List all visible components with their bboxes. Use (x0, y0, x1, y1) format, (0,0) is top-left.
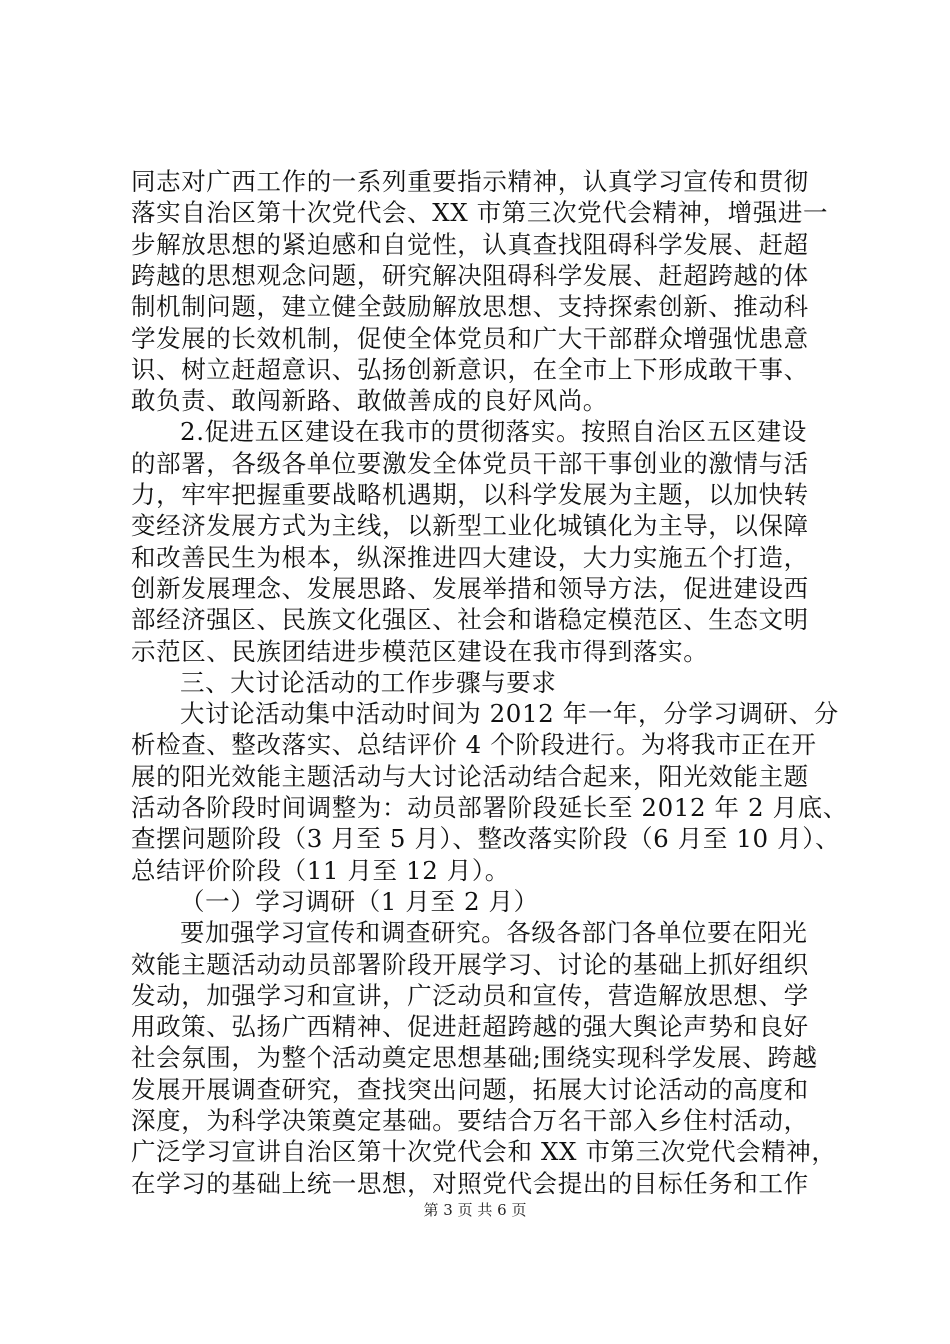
body-text-line: 变经济发展方式为主线，以新型工业化城镇化为主导，以保障 (131, 511, 809, 541)
paragraph-first-line: 大讨论活动集中活动时间为 2012 年一年，分学习调研、分 (180, 699, 839, 729)
body-text-line: 在学习的基础上统一思想，对照党代会提出的目标任务和工作 (131, 1168, 809, 1198)
body-text-line: 总结评价阶段（11 月至 12 月）。 (131, 855, 510, 885)
subsection-heading: （一）学习调研（1 月至 2 月） (180, 886, 539, 916)
body-text-line: 析检查、整改落实、总结评价 4 个阶段进行。为将我市正在开 (131, 730, 817, 760)
paragraph-first-line: 2.促进五区建设在我市的贯彻落实。按照自治区五区建设 (180, 417, 807, 447)
body-text-line: 发动，加强学习和宣讲，广泛动员和宣传，营造解放思想、学 (131, 980, 809, 1010)
body-text-line: 活动各阶段时间调整为：动员部署阶段延长至 2012 年 2 月底、 (131, 793, 848, 822)
body-text-line: 落实自治区第十次党代会、XX 市第三次党代会精神，增强进一 (131, 198, 829, 228)
page-footer: 第 3 页 共 6 页 (423, 1201, 527, 1219)
body-text-line: 示范区、民族团结进步模范区建设在我市得到落实。 (131, 636, 709, 666)
paragraph-first-line: 要加强学习宣传和调查研究。各级各部门各单位要在阳光 (180, 918, 808, 948)
body-text-line: 展的阳光效能主题活动与大讨论活动结合起来，阳光效能主题 (131, 761, 809, 791)
body-text-line: 部经济强区、民族文化强区、社会和谐稳定模范区、生态文明 (131, 605, 809, 635)
body-text-line: 发展开展调查研究，查找突出问题，拓展大讨论活动的高度和 (131, 1074, 809, 1104)
body-text-line: 同志对广西工作的一系列重要指示精神，认真学习宣传和贯彻 (131, 167, 809, 196)
body-text-line: 深度，为科学决策奠定基础。要结合万名干部入乡住村活动， (131, 1106, 809, 1135)
body-text-line: 效能主题活动动员部署阶段开展学习、讨论的基础上抓好组织 (131, 949, 809, 979)
body-text-line: 学发展的长效机制，促使全体党员和广大干部群众增强忧患意 (131, 323, 809, 353)
body-text-line: 跨越的思想观念问题，研究解决阻碍科学发展、赶超跨越的体 (131, 260, 809, 290)
body-text-line: 的部署，各级各单位要激发全体党员干部干事创业的激情与活 (131, 448, 809, 478)
body-text-line: 敢负责、敢闯新路、敢做善成的良好风尚。 (131, 386, 608, 416)
body-text-line: 查摆问题阶段（3 月至 5 月）、整改落实阶段（6 月至 10 月）、 (131, 824, 841, 854)
body-text-line: 制机制问题，建立健全鼓励解放思想、支持探索创新、推动科 (131, 292, 809, 322)
body-text-line: 力，牢牢把握重要战略机遇期，以科学发展为主题，以加快转 (131, 480, 809, 509)
body-text-line: 步解放思想的紧迫感和自觉性，认真查找阻碍科学发展、赶超 (131, 229, 809, 259)
body-text-line: 用政策、弘扬广西精神、促进赶超跨越的强大舆论声势和良好 (131, 1012, 809, 1042)
body-text-line: 识、树立赶超意识、弘扬创新意识，在全市上下形成敢干事、 (131, 354, 809, 384)
section-heading: 三、大讨论活动的工作步骤与要求 (180, 667, 557, 697)
body-text-line: 创新发展理念、发展思路、发展举措和领导方法，促进建设西 (131, 573, 809, 603)
body-text-line: 和改善民生为根本，纵深推进四大建设，大力实施五个打造， (131, 542, 809, 572)
body-text-line: 社会氛围，为整个活动奠定思想基础;围绕实现科学发展、跨越 (131, 1043, 818, 1073)
body-text-line: 广泛学习宣讲自治区第十次党代会和 XX 市第三次党代会精神， (131, 1137, 837, 1167)
